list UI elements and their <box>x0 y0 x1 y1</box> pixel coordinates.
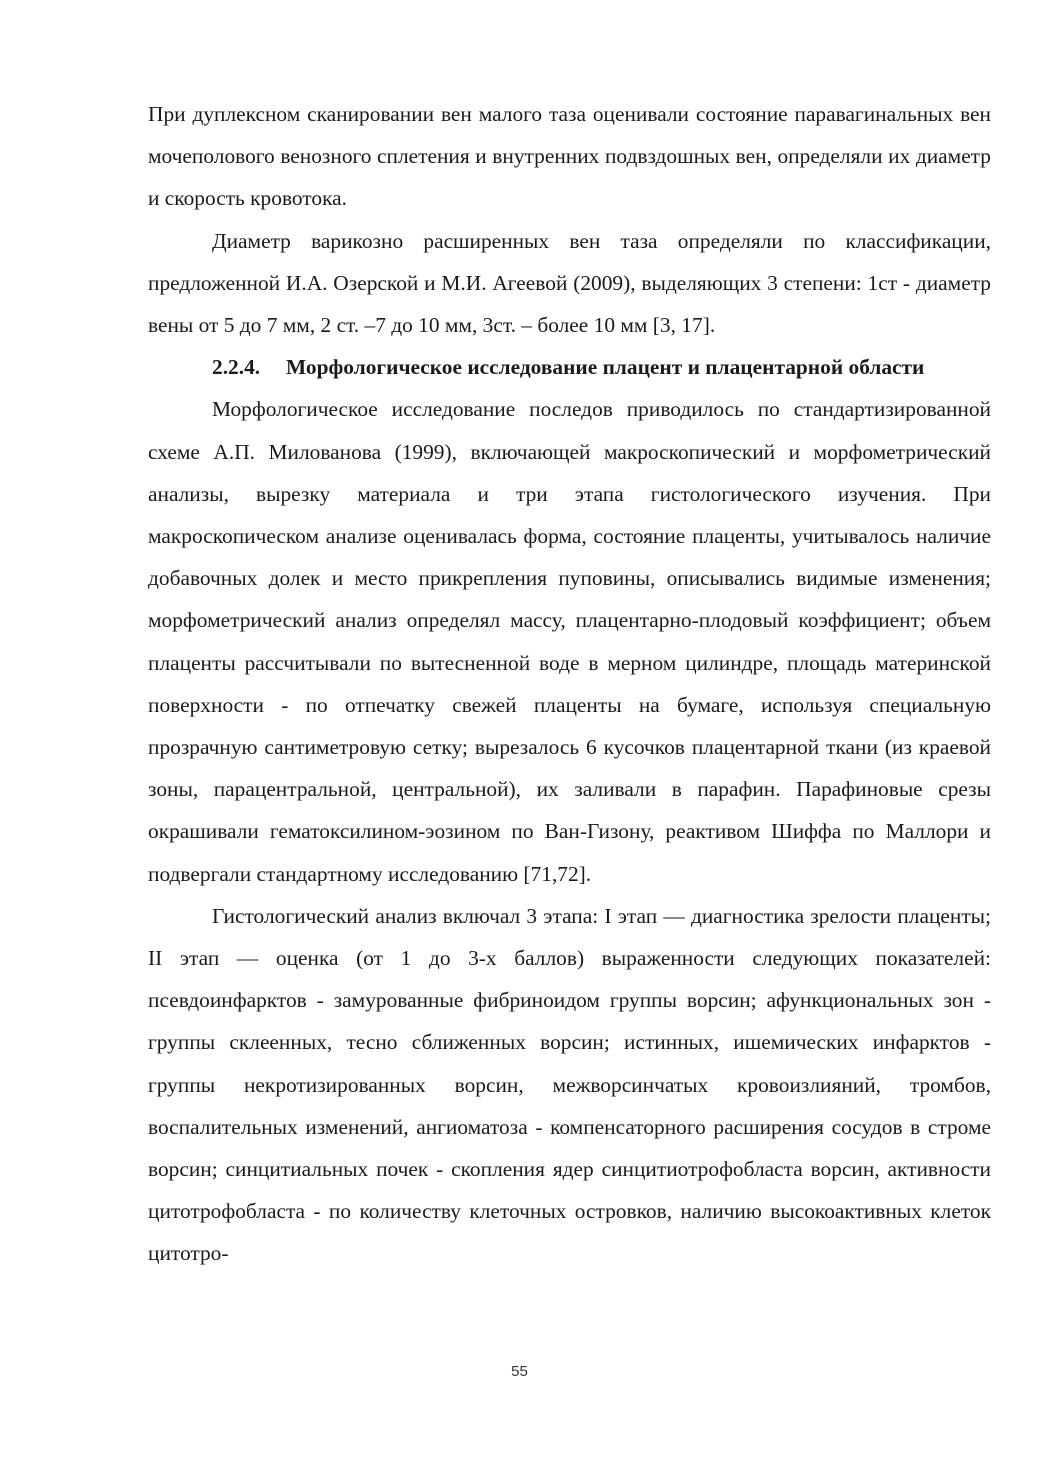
page-number: 55 <box>511 1363 528 1380</box>
paragraph-vein-diameter-classification: Диаметр варикозно расширенных вен таза определяли по классификации, предложенной И.А. Озерской и М.И. Агеевой (2009), выделяющих 3 степени: 1ст - диаметр вены от 5 до 7 мм, 2 ст. –7 до 10 мм, 3ст. – более 10 мм [3, 17]. <box>148 228 991 338</box>
paragraph-pelvic-veins-scanning: При дуплексном сканировании вен малого таза оценивали состояние паравагинальных вен мочеполового венозного сплетения и внутренних подвздошных вен, определяли их диаметр и скорость кровотока. <box>148 102 991 211</box>
section-title: Морфологическое исследование плацент и плацентарной области <box>286 355 925 380</box>
paragraph-morphological-study: Морфологическое исследование последов приводилось по стандартизированной схеме А.П. Милованова (1999), включающей макроскопический и морфометрический анализы, вырезку материала и три этапа гистологического изучения. При макроскопическом анализе оценивалась форма, состояние плаценты, учитывалось наличие добавочных долек и место прикрепления пуповины, описывались видимые изменения; морфометрический анализ определял массу, плацентарно-плодовый коэффициент; объем плаценты рассчитывали по вытесненной воде в мерном цилиндре, площадь материнской поверхности - по отпечатку свежей плаценты на бумаге, используя специальную прозрачную сантиметровую сетку; вырезалось 6 кусочков плацентарной ткани (из краевой зоны, парацентральной, центральной), их заливали в парафин. Парафиновые срезы окрашивали гематоксилином-эозином по Ван-Гизону, реактивом Шиффа по Маллори и подвергали стандартному исследованию [71,72]. <box>148 397 991 886</box>
paragraph-histological-analysis: Гистологический анализ включал 3 этапа: I этап — диагностика зрелости плаценты; II этап — оценка (от 1 до 3-х баллов) выраженности следующих показателей: псевдоинфарктов - замурованные фибриноидом группы ворсин; афункциональных зон - группы склеенных, тесно сближенных ворсин; истинных, ишемических инфарктов - группы некротизированных ворсин, межворсинчатых кровоизлияний, тромбов, воспалительных изменений, ангиоматоза - компенсаторного расширения сосудов в строме ворсин; синцитиальных почек - скопления ядер синцитиотрофобласта ворсин, активности цитотрофобласта - по количеству клеточных островков, наличию высокоактивных клеток цитотро- <box>148 903 991 1266</box>
section-number: 2.2.4. <box>212 355 261 380</box>
section-heading <box>148 346 991 388</box>
page-content <box>148 93 991 1275</box>
